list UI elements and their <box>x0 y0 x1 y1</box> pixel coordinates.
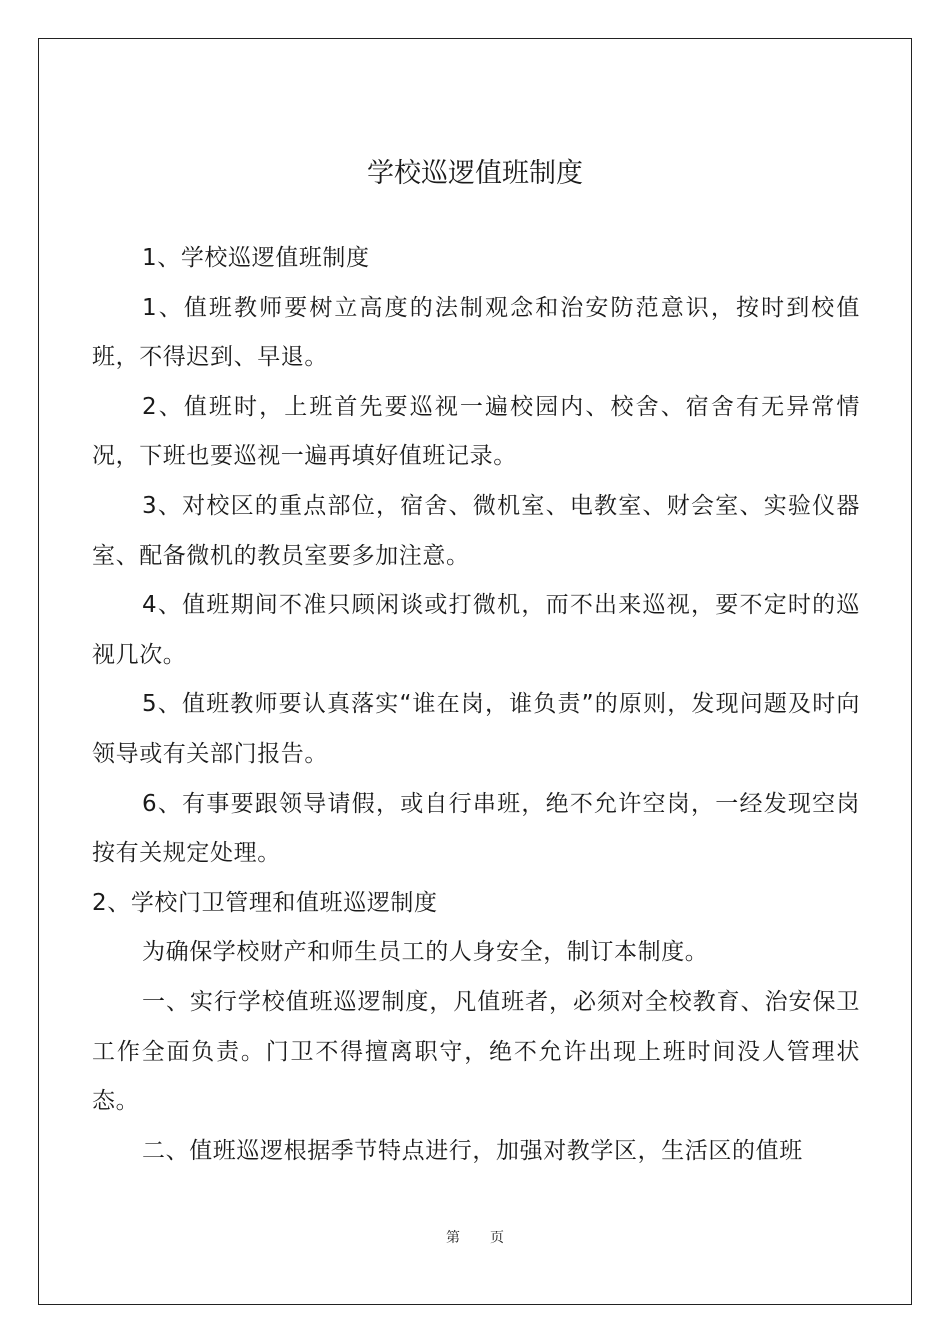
document-body <box>92 234 860 1176</box>
paragraph-rule-2: 2、值班时，上班首先要巡视一遍校园内、校舍、宿舍有无异常情况，下班也要巡视一遍再填好值班记录。 <box>92 393 860 470</box>
paragraph-rule-1: 1、值班教师要树立高度的法制观念和治安防范意识，按时到校值班，不得迟到、早退。 <box>92 294 860 371</box>
footer-page-prefix: 第 <box>446 1230 460 1246</box>
document-title: 学校巡逻值班制度 <box>367 158 583 189</box>
paragraph-section-1-heading: 1、学校巡逻值班制度 <box>142 245 370 271</box>
footer-page-suffix: 页 <box>490 1230 504 1246</box>
paragraph-rule-6: 6、有事要跟领导请假，或自行串班，绝不允许空岗，一经发现空岗按有关规定处理。 <box>92 790 860 867</box>
paragraph-purpose: 为确保学校财产和师生员工的人身安全，制订本制度。 <box>142 939 709 966</box>
paragraph-article-1: 一、实行学校值班巡逻制度，凡值班者，必须对全校教育、治安保卫工作全面负责。门卫不得擅离职守，绝不允许出现上班时间没人管理状态。 <box>92 988 860 1115</box>
page-footer <box>0 1228 950 1248</box>
paragraph-article-2: 二、值班巡逻根据季节特点进行，加强对教学区，生活区的值班 <box>142 1137 803 1164</box>
paragraph-section-2-heading: 2、学校门卫管理和值班巡逻制度 <box>92 889 438 916</box>
paragraph-rule-5: 5、值班教师要认真落实“谁在岗，谁负责”的原则，发现问题及时向领导或有关部门报告。 <box>92 691 860 767</box>
paragraph-rule-4: 4、值班期间不准只顾闲谈或打微机，而不出来巡视，要不定时的巡视几次。 <box>92 592 860 668</box>
paragraph-rule-3: 3、对校区的重点部位，宿舍、微机室、电教室、财会室、实验仪器室、配备微机的教员室要多加注意。 <box>92 492 860 569</box>
